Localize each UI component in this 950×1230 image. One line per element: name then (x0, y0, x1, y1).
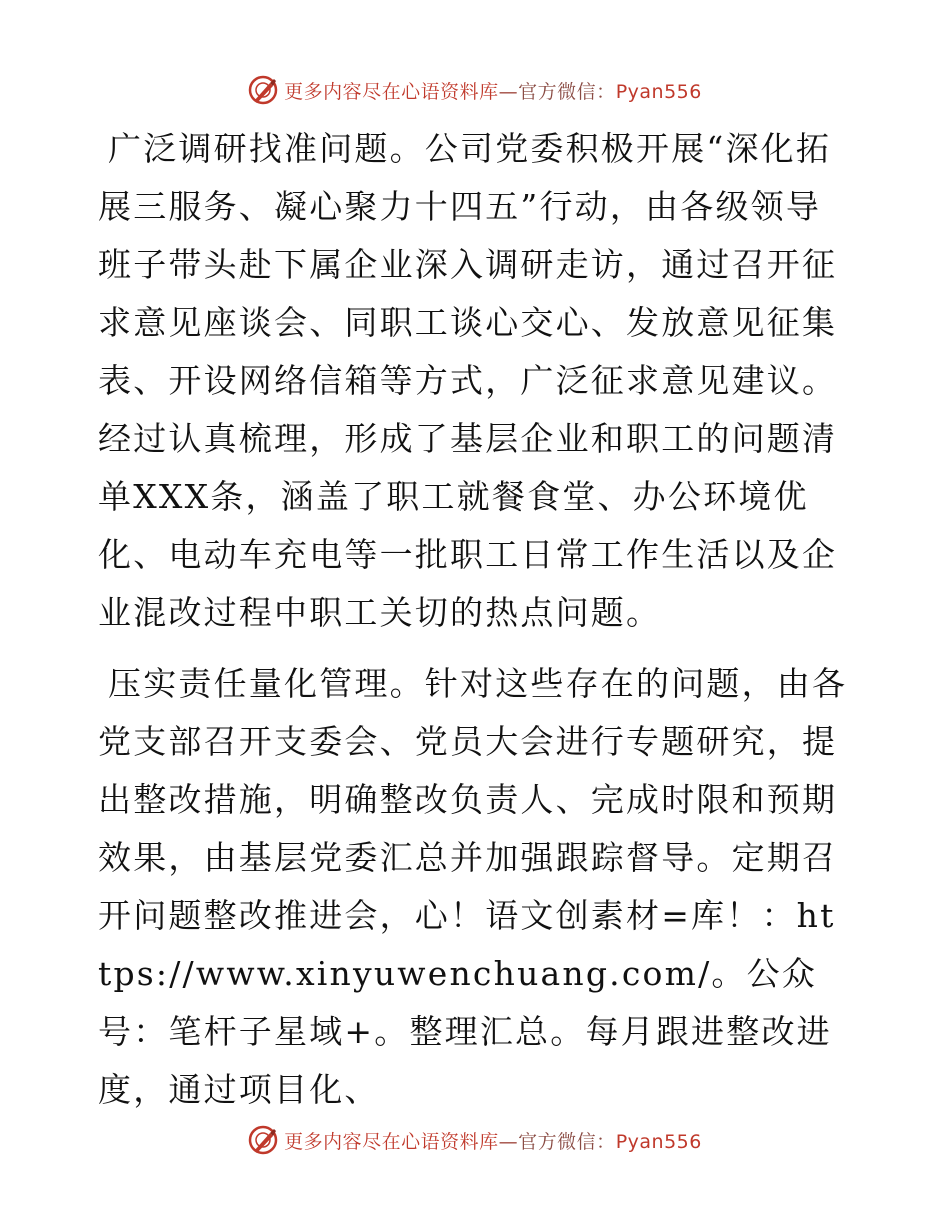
brand-logo-icon (248, 75, 278, 105)
banner-wechat-id: Pyan556 (615, 1130, 702, 1153)
banner-official-label: 官方微信： (518, 80, 616, 103)
banner-text (284, 1127, 702, 1154)
banner-text (284, 77, 702, 104)
banner-brand-text: 更多内容尽在心语资料库 (284, 1130, 499, 1153)
banner-dash: — (498, 80, 519, 103)
banner-official-label: 官方微信： (518, 1130, 616, 1153)
paragraph-research: 广泛调研找准问题。公司党委积极开展“深化拓展三服务、凝心聚力十四五”行动，由各级领导班子带头赴下属企业深入调研走访，通过召开征求意见座谈会、同职工谈心交心、发放意见征集表、开设网络信箱等方式，广泛征求意见建议。经过认真梳理，形成了基层企业和职工的问题清单XXX条，涵盖了职工就餐食堂、办公环境优化、电动车充电等一批职工日常工作生活以及企业混改过程中职工关切的热点问题。 (98, 129, 838, 632)
banner-wechat-id: Pyan556 (615, 80, 702, 103)
banner-brand-text: 更多内容尽在心语资料库 (284, 80, 499, 103)
header-banner (0, 70, 950, 110)
brand-logo-icon (248, 1125, 278, 1155)
document-body (98, 120, 848, 1132)
footer-banner (0, 1120, 950, 1160)
banner-dash: — (498, 1130, 519, 1153)
paragraph-responsibility: 压实责任量化管理。针对这些存在的问题，由各党支部召开支委会、党员大会进行专题研究，提出整改措施，明确整改负责人、完成时限和预期效果，由基层党委汇总并加强跟踪督导。定期召开问题整改推进会，心！语文创素材=库！：https://www.xinyuwenchuang.com/。公众号：笔杆子星域+。整理汇总。每月跟进整改进度，通过项目化、 (98, 664, 848, 1109)
